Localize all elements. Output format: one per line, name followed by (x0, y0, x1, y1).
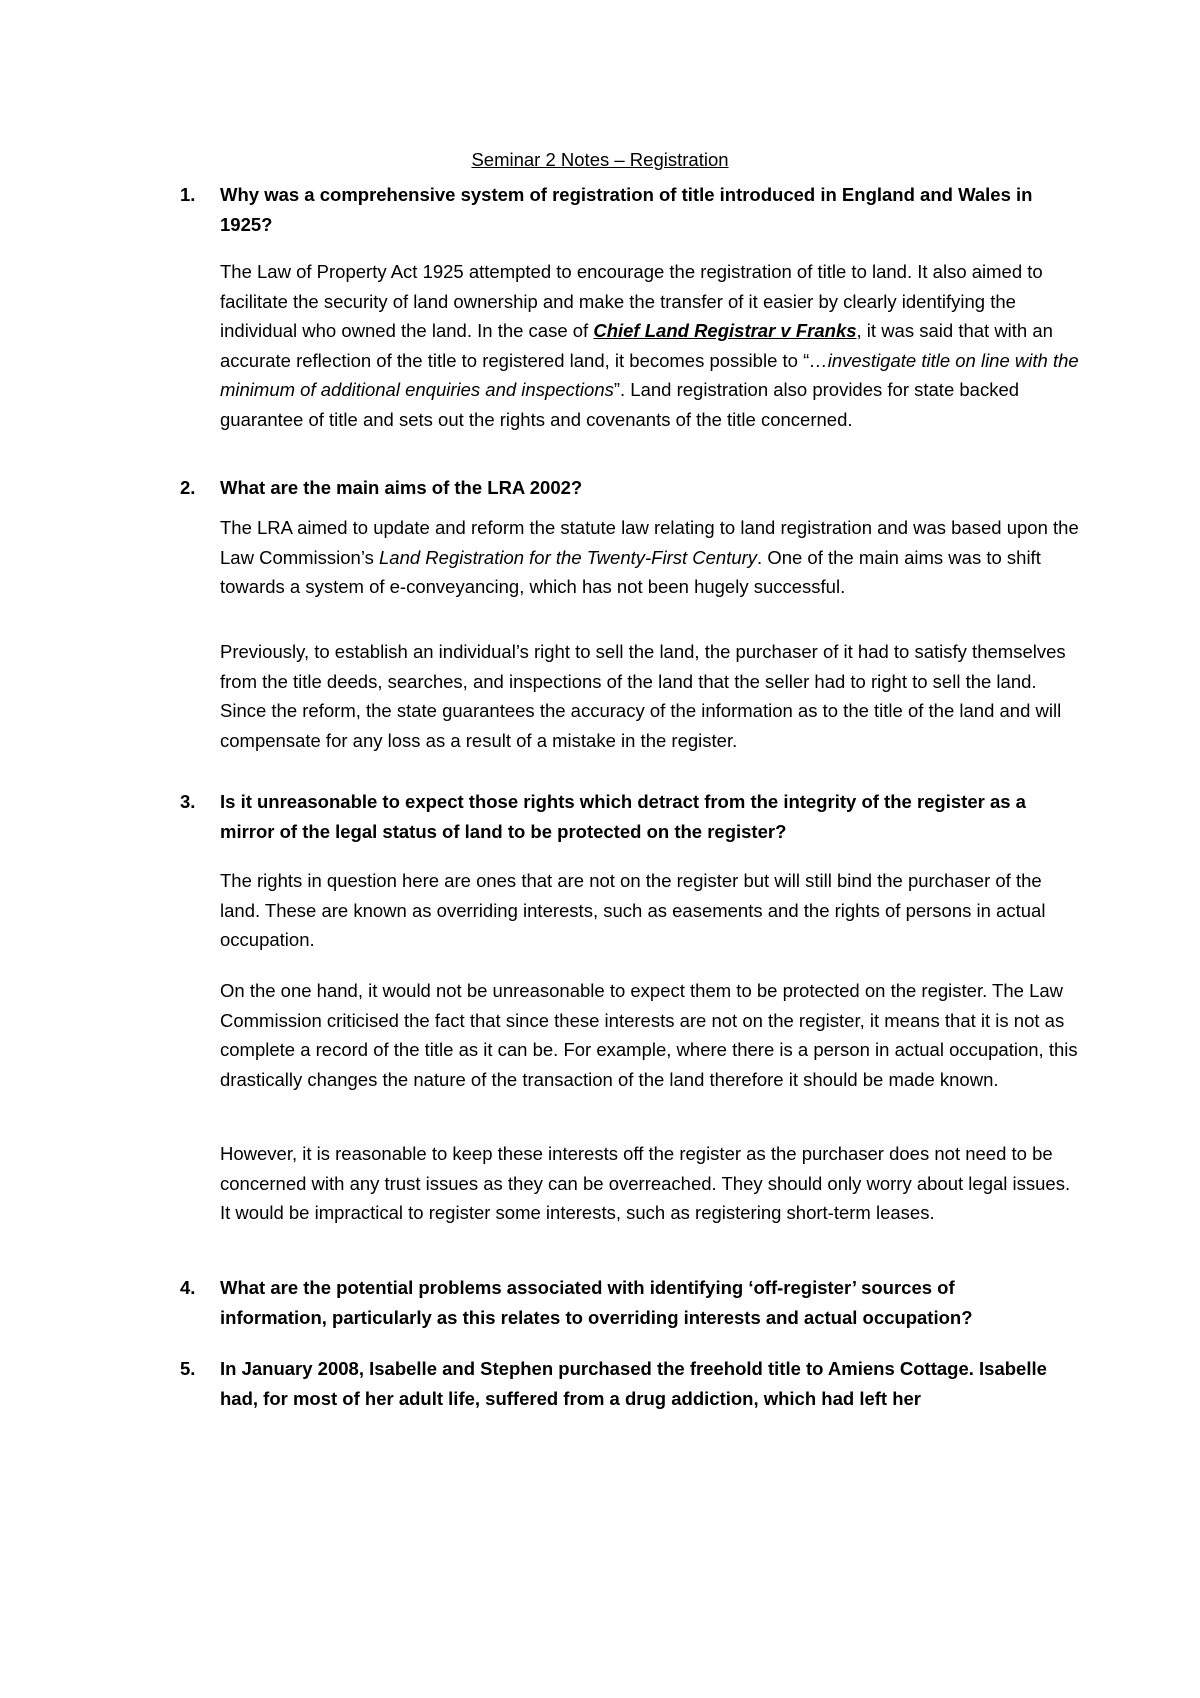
answer-text: ”. Land registration also provides for state backed guarantee of title and sets out the rights and covenants of the title concerned. (220, 379, 1020, 430)
answer-text: However, it is reasonable to keep these interests off the register as the purchaser does not need to be concerned with any trust issues as they can be overreached. They should only worry about legal issues. It would be impractical to register some interests, such as registering short-term leases. (220, 1143, 1071, 1223)
question-text: What are the potential problems associated with identifying ‘off-register’ sources of information, particularly as this relates to overriding interests and actual occupation? (220, 1277, 973, 1328)
answer-text: . One of the main aims was to shift towards a system of e-conveyancing, which has not been hugely successful. (220, 546, 1041, 597)
question-4 (180, 1273, 1060, 1332)
answer-3-paragraph-1 (220, 866, 1080, 955)
answer-2-paragraph-1 (220, 513, 1080, 602)
question-2 (180, 473, 1060, 503)
answer-3-paragraph-2 (220, 976, 1080, 1094)
question-text: Is it unreasonable to expect those rights which detract from the integrity of the register as a mirror of the legal status of land to be protected on the register? (220, 791, 1026, 842)
answer-text: The rights in question here are ones that are not on the register but will still bind the purchaser of the land. These are known as overriding interests, such as easements and the rights of persons in actual occupation. (220, 870, 1046, 950)
question-text: In January 2008, Isabelle and Stephen purchased the freehold title to Amiens Cottage. Isabelle had, for most of her adult life, suffered from a drug addiction, which had left her (220, 1358, 1047, 1409)
question-text: Why was a comprehensive system of registration of title introduced in England and Wales in 1925? (220, 184, 1033, 235)
answer-text: On the one hand, it would not be unreasonable to expect them to be protected on the register. The Law Commission criticised the fact that since these interests are not on the register, it means that it is not as complete a record of the title as it can be. For example, where there is a person in actual occupation, this drastically changes the nature of the transaction of the land therefore it should be made known. (220, 980, 1078, 1090)
question-number: 4. (180, 1277, 196, 1298)
question-number: 5. (180, 1358, 196, 1379)
answer-text: The Law of Property Act 1925 attempted to encourage the registration of title to land. It also aimed to facilitate the security of land ownership and make the transfer of it easier by clearly identifying the individual who owned the land. In the case of (220, 261, 1043, 341)
quotation: …investigate title on line with the minimum of additional enquiries and inspections (220, 349, 1079, 400)
case-name: Chief Land Registrar v Franks (593, 320, 857, 341)
report-title: Land Registration for the Twenty-First Century (379, 546, 758, 568)
question-number: 1. (180, 184, 196, 205)
page-title: Seminar 2 Notes – Registration (471, 149, 729, 170)
question-text: What are the main aims of the LRA 2002? (220, 477, 583, 498)
question-number: 3. (180, 791, 196, 812)
question-1 (180, 180, 1060, 239)
question-5 (180, 1354, 1060, 1413)
question-number: 2. (180, 477, 196, 498)
answer-2-paragraph-2 (220, 637, 1080, 755)
answer-1-paragraph-1 (220, 257, 1080, 434)
question-3 (180, 787, 1060, 846)
answer-3-paragraph-3 (220, 1139, 1080, 1228)
answer-text: The LRA aimed to update and reform the statute law relating to land registration and was based upon the Law Commission’s (220, 517, 1079, 568)
answer-text: Previously, to establish an individual’s right to sell the land, the purchaser of it had to satisfy themselves from the title deeds, searches, and inspections of the land that the seller had to right to sell the land. Since the reform, the state guarantees the accuracy of the information as to the title of the land and will compensate for any loss as a result of a mistake in the register. (220, 641, 1066, 751)
answer-text: , it was said that with an accurate reflection of the title to registered land, it becomes possible to “ (220, 320, 1053, 371)
